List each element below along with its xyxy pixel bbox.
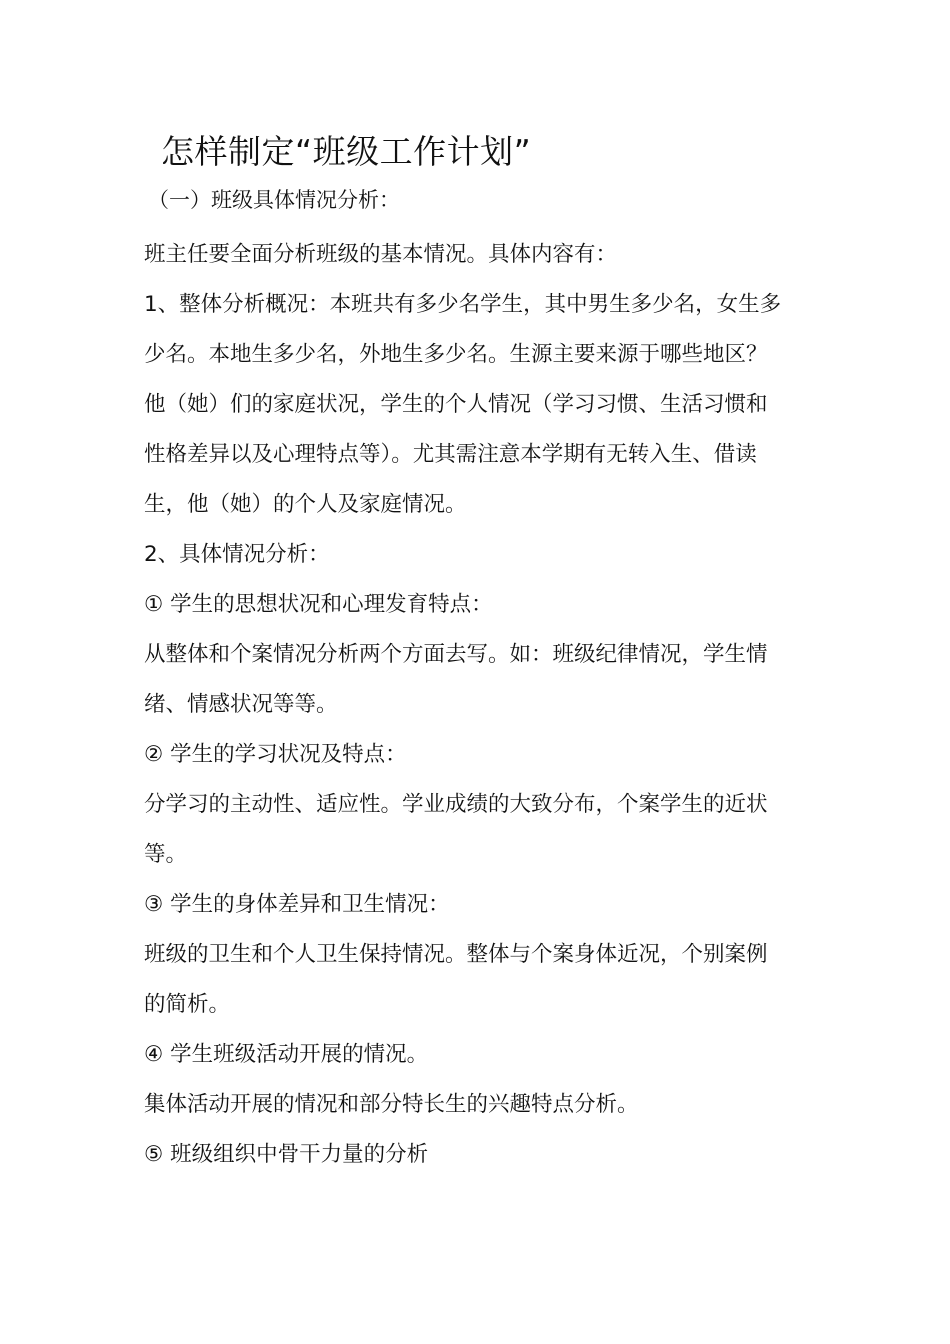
text-line: 从整体和个案情况分析两个方面去写。如：班级纪律情况，学生情 <box>144 642 768 667</box>
text-line: 班级的卫生和个人卫生保持情况。整体与个案身体近况，个别案例 <box>144 942 768 967</box>
text-line: ⑤ 班级组织中骨干力量的分析 <box>144 1142 429 1167</box>
text-line: 等。 <box>144 842 188 867</box>
text-line: 他（她）们的家庭状况，学生的个人情况（学习习惯、生活习惯和 <box>144 392 768 417</box>
text-line: 的简析。 <box>144 992 231 1017</box>
text-line: 分学习的主动性、适应性。学业成绩的大致分布，个案学生的近状 <box>144 792 768 817</box>
text-line: 少名。本地生多少名，外地生多少名。生源主要来源于哪些地区？ <box>144 342 768 367</box>
text-line: 1、整体分析概况：本班共有多少名学生，其中男生多少名，女生多 <box>144 292 782 317</box>
text-line: ④ 学生班级活动开展的情况。 <box>144 1042 429 1067</box>
body-text <box>144 230 809 1180</box>
text-line: 2、具体情况分析： <box>144 542 330 567</box>
text-line: ③ 学生的身体差异和卫生情况： <box>144 892 450 917</box>
text-line: 生，他（她）的个人及家庭情况。 <box>144 492 467 517</box>
section-heading: （一）班级具体情况分析： <box>148 188 400 212</box>
text-line: 班主任要全面分析班级的基本情况。具体内容有： <box>144 242 618 267</box>
text-line: ① 学生的思想状况和心理发育特点： <box>144 592 493 617</box>
text-line: ② 学生的学习状况及特点： <box>144 742 407 767</box>
document-title: 怎样制定“班级工作计划” <box>161 132 532 171</box>
text-line: 集体活动开展的情况和部分特长生的兴趣特点分析。 <box>144 1092 639 1117</box>
text-line: 绪、情感状况等等。 <box>144 692 338 717</box>
text-line: 性格差异以及心理特点等）。尤其需注意本学期有无转入生、借读 <box>144 442 757 467</box>
